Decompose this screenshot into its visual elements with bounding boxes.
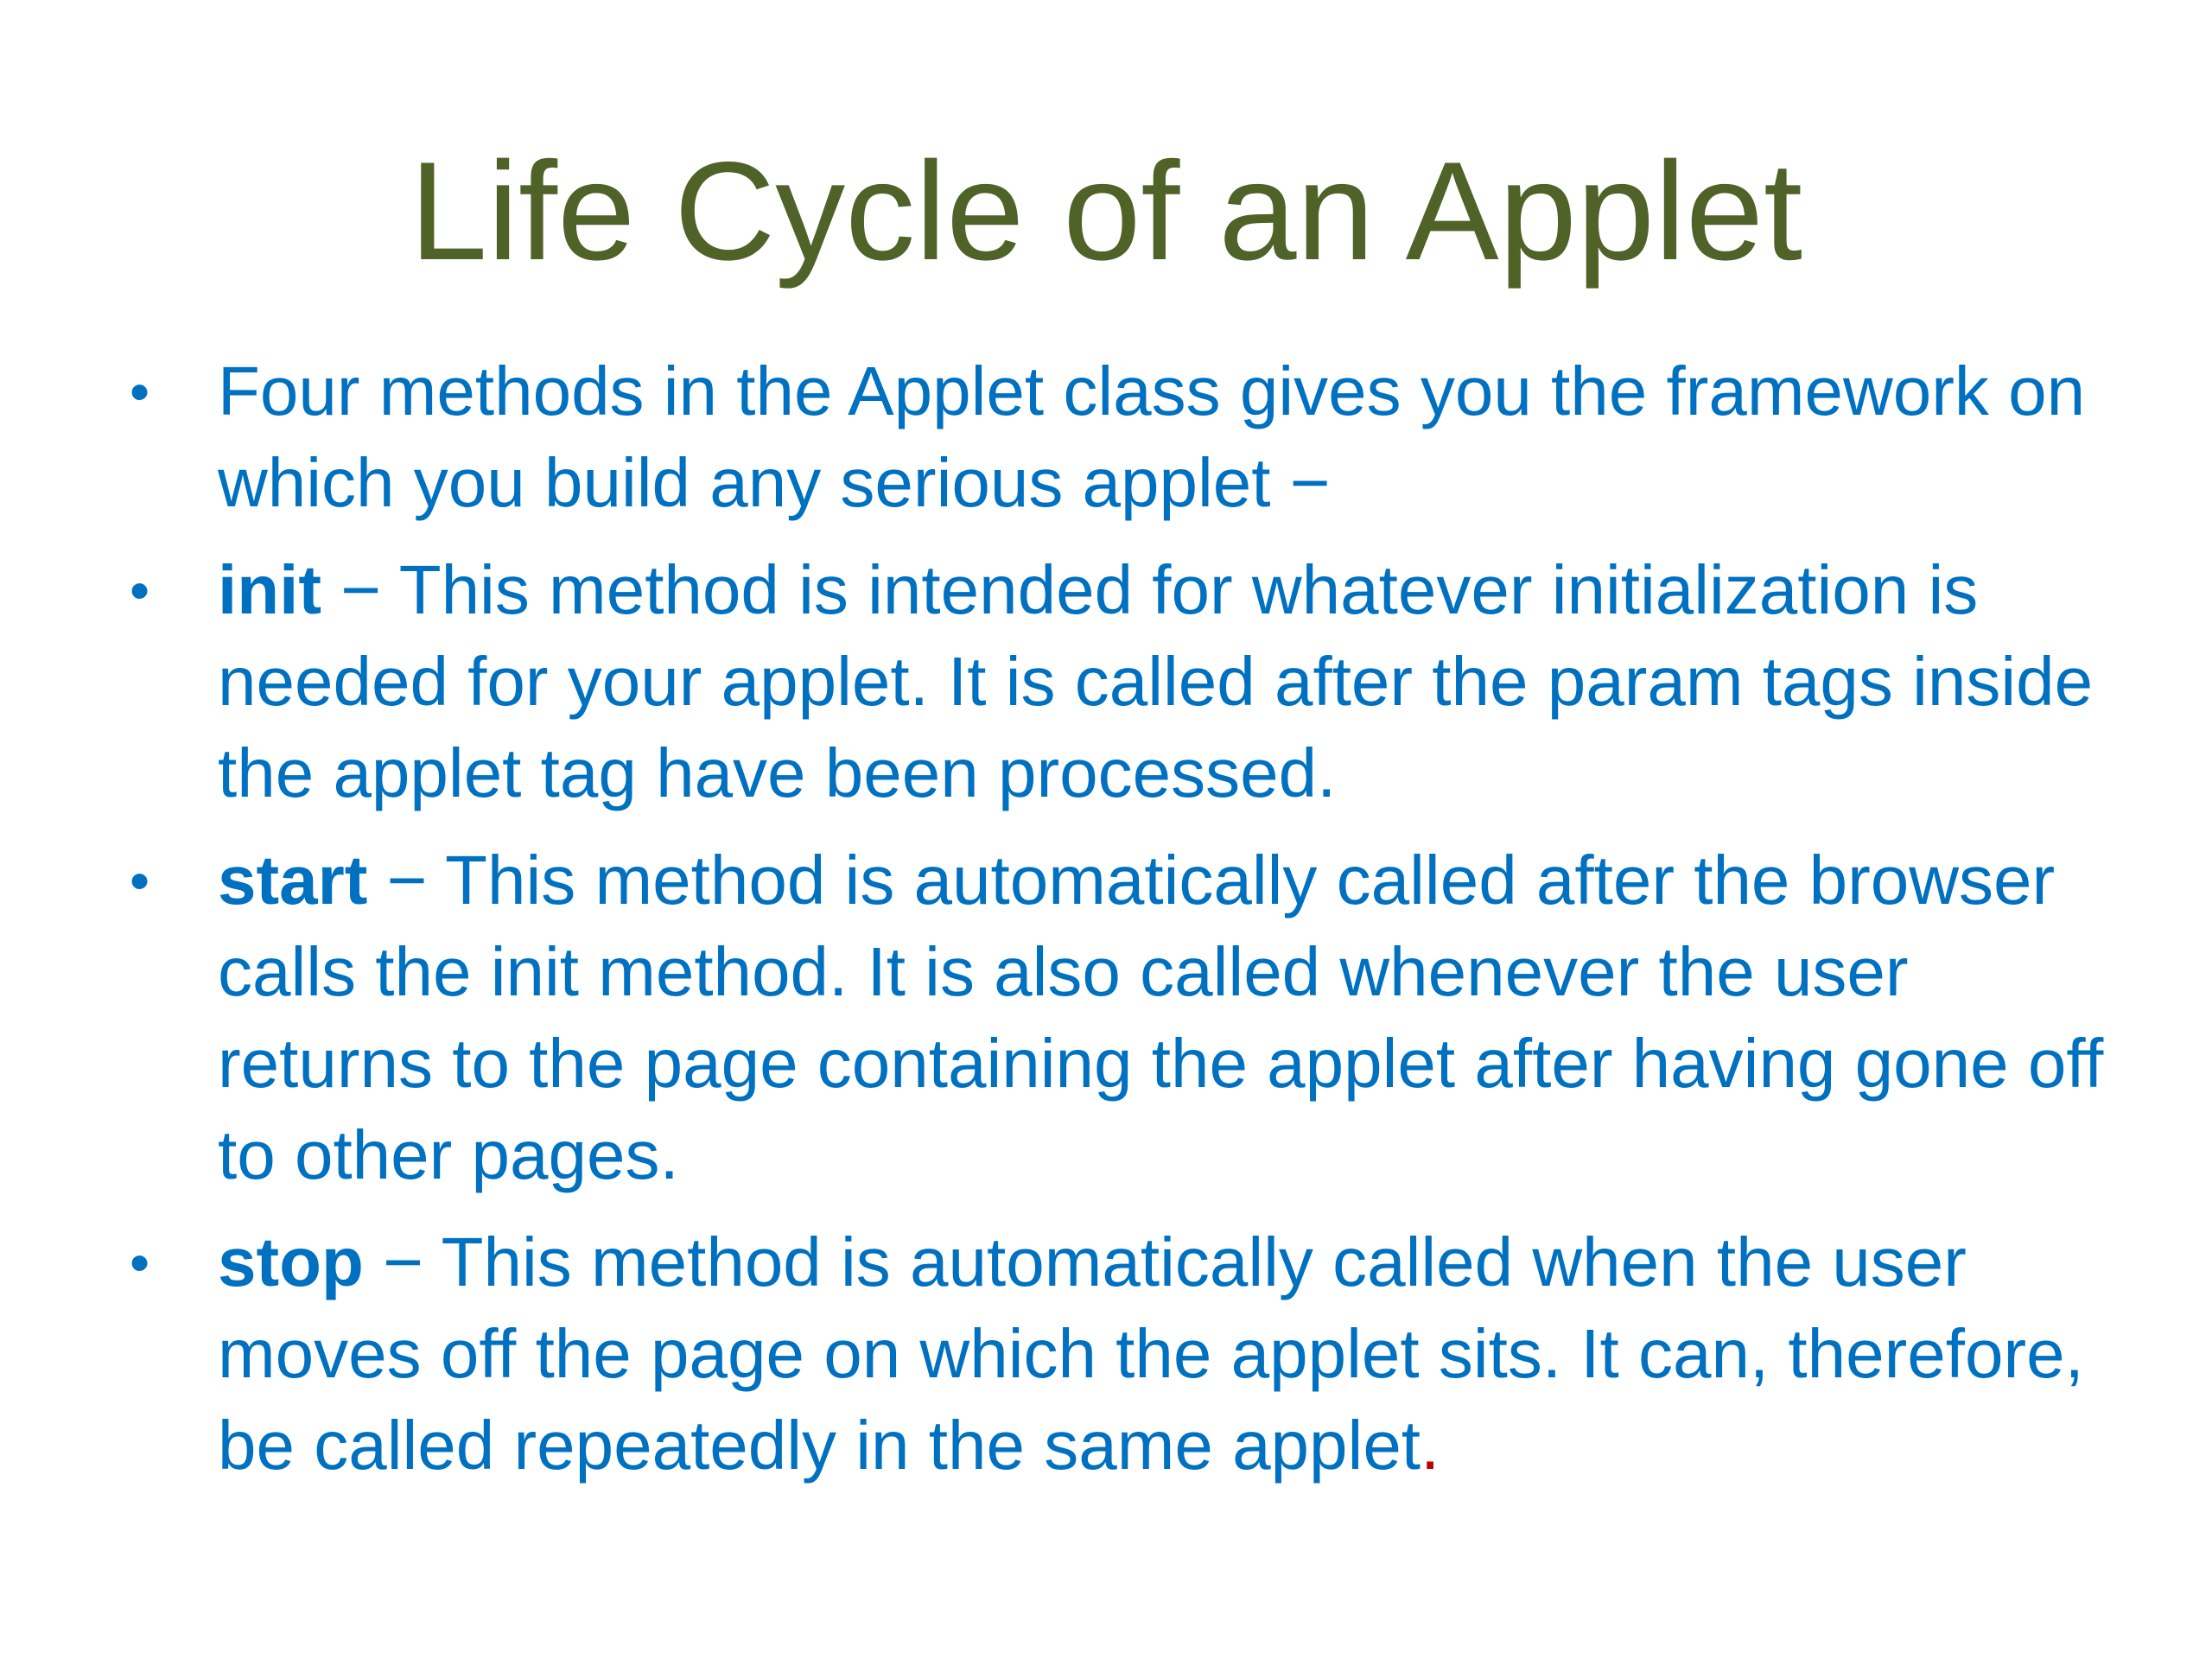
bullet-term-stop: stop (218, 1224, 364, 1300)
bullet-item-start (130, 835, 2134, 1201)
bullet-item-init (130, 544, 2134, 819)
bullet-list (130, 346, 2134, 1507)
bullet-text: − This method is automatically called after the browser calls the init method. It is also called whenever the user returns to the page containing the applet after having gone off to other pages. (218, 842, 2104, 1193)
bullet-icon: • (130, 849, 150, 912)
slide-title: Life Cycle of an Applet (409, 133, 1802, 289)
bullet-icon: • (130, 558, 150, 622)
bullet-text: Four methods in the Applet class gives you the framework on which you build any serious applet − (218, 353, 2086, 521)
bullet-text: − This method is automatically called when the user moves off the page on which the applet sits. It can, therefore, be called repeatedly in the same applet (218, 1224, 2084, 1484)
trailing-period: . (1421, 1407, 1440, 1484)
bullet-term-init: init (218, 551, 321, 628)
bullet-text: − This method is intended for whatever initialization is needed for your applet. It is called after the param tags inside the applet tag have been processed. (218, 551, 2094, 811)
bullet-item-intro (130, 346, 2134, 529)
bullet-icon: • (130, 359, 150, 423)
bullet-term-start: start (218, 842, 368, 918)
bullet-item-stop (130, 1217, 2134, 1491)
bullet-icon: • (130, 1230, 150, 1294)
